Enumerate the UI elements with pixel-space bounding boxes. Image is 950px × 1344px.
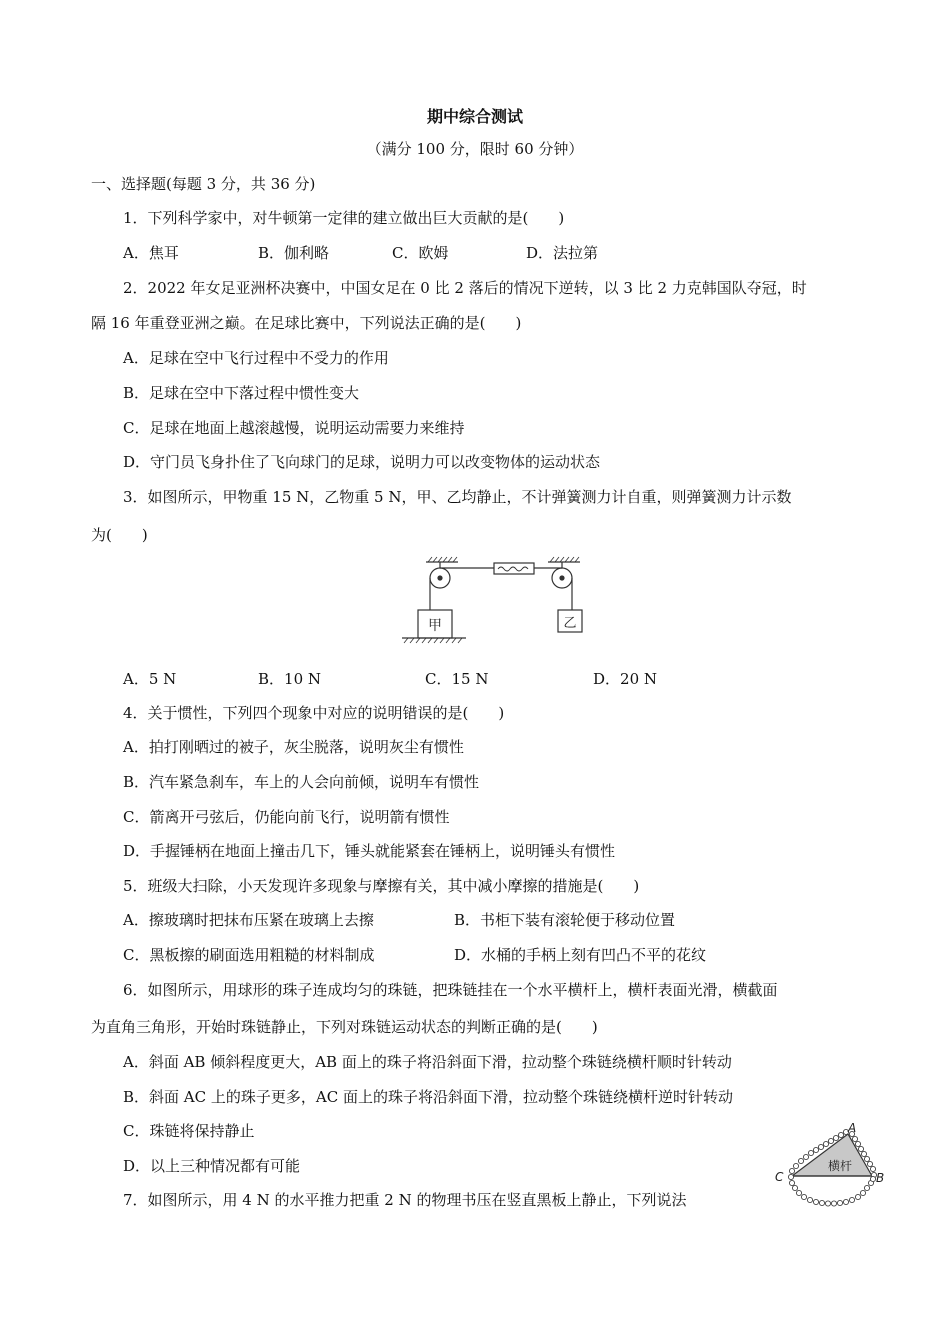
q3-stem-line2: 为( ): [91, 526, 148, 544]
q4-option-b: B．汽车紧急刹车，车上的人会向前倾，说明车有惯性: [123, 773, 480, 791]
q2-option-d: D．守门员飞身扑住了飞向球门的足球，说明力可以改变物体的运动状态: [123, 453, 601, 471]
q3-stem-line1: 3．如图所示，甲物重 15 N，乙物重 5 N，甲、乙均静止，不计弹簧测力计自重，则弹簧测力计示数: [123, 488, 792, 506]
point-c-label: C: [775, 1170, 784, 1184]
block-jia-label: 甲: [428, 618, 442, 634]
q5-option-b: B．书柜下装有滚轮便于移动位置: [454, 911, 676, 929]
q3-option-d: D．20 N: [593, 670, 658, 688]
section-heading: 一、选择题(每题 3 分，共 36 分): [91, 175, 316, 193]
q1-option-b: B．伽利略: [258, 244, 330, 262]
page-subtitle: （满分 100 分，限时 60 分钟）: [366, 140, 584, 158]
bead-chain-bar-figure: [770, 1122, 890, 1208]
q2-option-a: A．足球在空中飞行过程中不受力的作用: [123, 349, 389, 367]
bar-label: 横杆: [827, 1159, 853, 1173]
q5-option-a: A．擦玻璃时把抹布压紧在玻璃上去擦: [123, 911, 374, 929]
q3-option-b: B．10 N: [258, 670, 322, 688]
q2-stem-line2: 隔 16 年重登亚洲之巅。在足球比赛中，下列说法正确的是( ): [91, 314, 522, 332]
q2-option-c: C．足球在地面上越滚越慢，说明运动需要力来维持: [123, 419, 465, 437]
q7-stem: 7．如图所示，用 4 N 的水平推力把重 2 N 的物理书压在竖直黑板上静止，下列说法: [123, 1191, 687, 1209]
q4-option-c: C．箭离开弓弦后，仍能向前飞行，说明箭有惯性: [123, 808, 450, 826]
q1-option-c: C．欧姆: [392, 244, 449, 262]
q6-option-b: B．斜面 AC 上的珠子更多，AC 面上的珠子将沿斜面下滑，拉动整个珠链绕横杆逆时针转动: [123, 1088, 733, 1106]
q3-option-c: C．15 N: [425, 670, 489, 688]
q5-option-c: C．黑板擦的刷面选用粗糙的材料制成: [123, 946, 375, 964]
q1-option-a: A．焦耳: [123, 244, 179, 262]
q2-option-b: B．足球在空中下落过程中惯性变大: [123, 384, 360, 402]
q6-option-c: C．珠链将保持静止: [123, 1122, 255, 1140]
point-b-label: B: [876, 1171, 885, 1185]
q4-stem: 4．关于惯性，下列四个现象中对应的说明错误的是( ): [123, 704, 505, 722]
point-a-label: A: [848, 1122, 857, 1135]
block-yi-label: 乙: [563, 616, 577, 631]
q2-stem-line1: 2．2022 年女足亚洲杯决赛中，中国女足在 0 比 2 落后的情况下逆转，以 3 比 2 力克韩国队夺冠，时: [123, 279, 807, 297]
q3-option-a: A．5 N: [123, 670, 177, 688]
q6-stem-line2: 为直角三角形，开始时珠链静止，下列对珠链运动状态的判断正确的是( ): [91, 1018, 598, 1036]
q4-option-a: A．拍打刚晒过的被子，灰尘脱落，说明灰尘有惯性: [123, 738, 464, 756]
page-title: 期中综合测试: [426, 107, 523, 126]
q6-option-a: A．斜面 AB 倾斜程度更大，AB 面上的珠子将沿斜面下滑，拉动整个珠链绕横杆顺时针转动: [123, 1053, 732, 1071]
q6-stem-line1: 6．如图所示，用球形的珠子连成均匀的珠链，把珠链挂在一个水平横杆上，横杆表面光滑，横截面: [123, 981, 778, 999]
q4-option-d: D．手握锤柄在地面上撞击几下，锤头就能紧套在锤柄上，说明锤头有惯性: [123, 842, 616, 860]
q5-option-d: D．水桶的手柄上刻有凹凸不平的花纹: [454, 946, 707, 964]
q6-option-d: D．以上三种情况都有可能: [123, 1157, 301, 1175]
q1-option-d: D．法拉第: [526, 244, 599, 262]
q1-stem: 1．下列科学家中，对牛顿第一定律的建立做出巨大贡献的是( ): [123, 209, 565, 227]
pulley-spring-scale-figure: [396, 554, 592, 654]
q5-stem: 5．班级大扫除，小天发现许多现象与摩擦有关，其中减小摩擦的措施是( ): [123, 877, 640, 895]
